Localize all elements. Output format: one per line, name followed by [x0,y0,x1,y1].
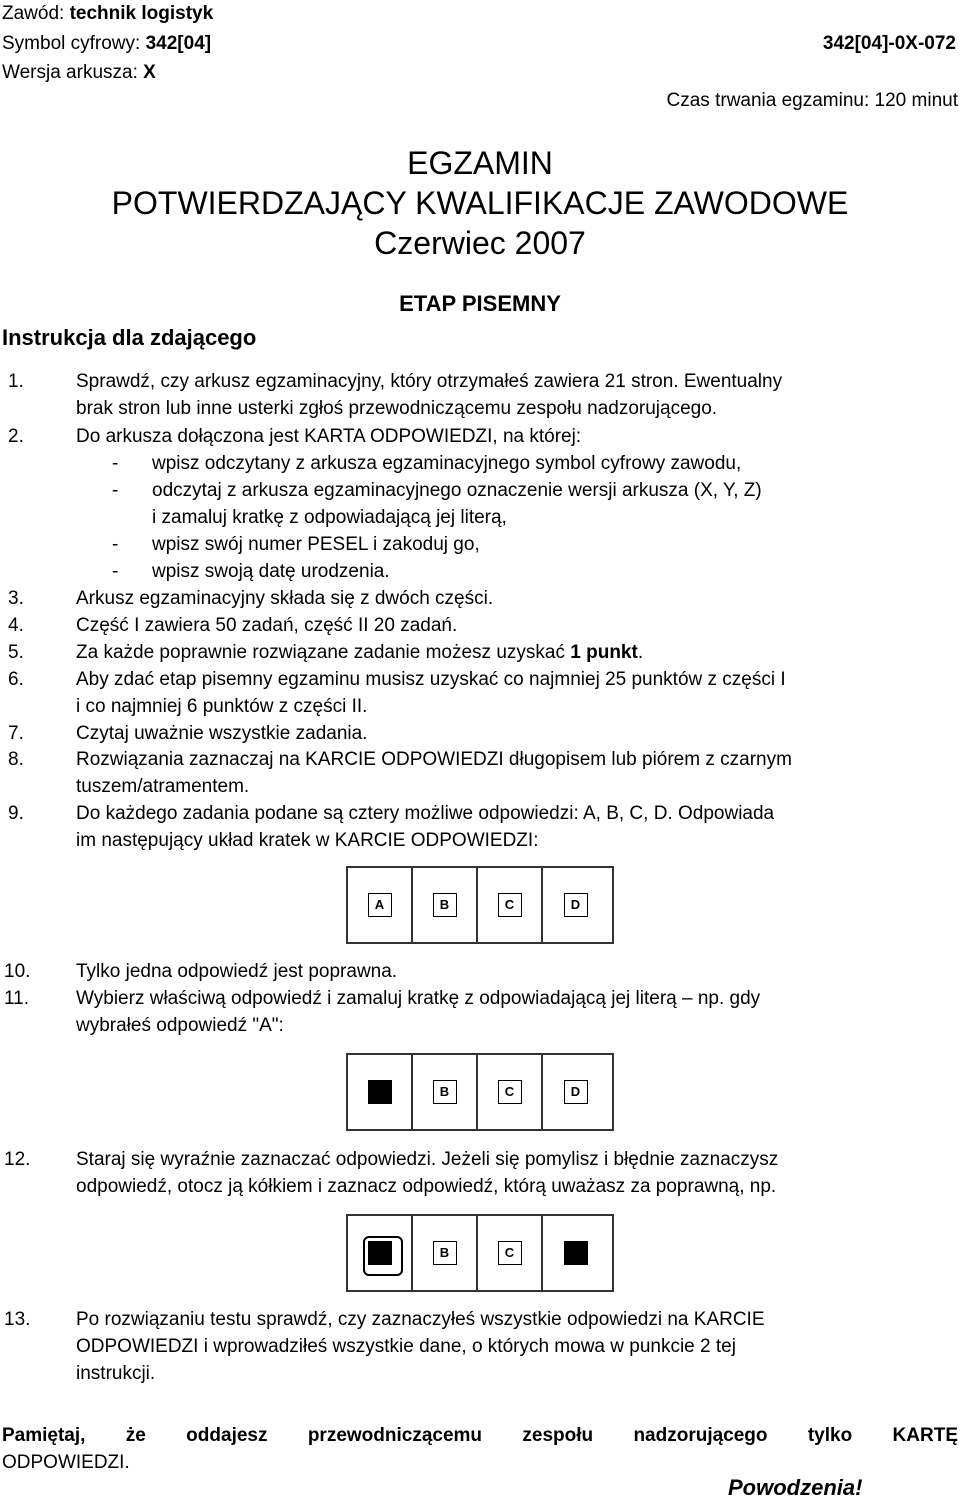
dash: - [112,561,119,582]
title-kwalifikacje: POTWIERDZAJĄCY KWALIFIKACJE ZAWODOWE [111,185,849,221]
symbol-line [2,30,211,57]
reminder-line1: Pamiętaj, że oddajesz przewodniczącemu zespołu nadzorującego tylko KARTĘ [2,1425,958,1446]
zawod-label: Zawód: [2,3,65,24]
item-number: 1. [8,371,24,392]
grid-cell [478,868,543,942]
wersja-value: X [143,62,156,83]
answer-box-c: C [498,1080,522,1104]
item-text: Po rozwiązaniu testu sprawdź, czy zaznaczyłeś wszystkie odpowiedzi na KARCIE [76,1309,765,1330]
answer-box-a: A [368,893,392,917]
item-text: Część I zawiera 50 zadań, część II 20 zadań. [76,615,458,636]
good-luck: Powodzenia! [728,1475,863,1500]
item-text: instrukcji. [76,1363,156,1384]
item-text: i co najmniej 6 punktów z części II. [76,696,368,717]
answer-box-a-filled [368,1080,392,1104]
sub-text: wpisz swoją datę urodzenia. [152,561,390,582]
item-text: Wybierz właściwą odpowiedź i zamaluj kratkę z odpowiadającą jej literą – np. gdy [76,988,761,1009]
item-text: odpowiedź, otocz ją kółkiem i zaznacz odpowiedź, którą uważasz za poprawną, np. [76,1176,777,1197]
dash: - [112,480,119,501]
grid-cell [413,868,478,942]
grid-cell [478,1055,543,1129]
etap-heading: ETAP PISEMNY [399,291,561,316]
answer-box-d: D [564,1080,588,1104]
symbol-value: 342[04] [145,33,212,54]
title-egzamin: EGZAMIN [407,145,553,181]
symbol-label: Symbol cyfrowy: [2,33,141,54]
grid-cell [478,1216,543,1290]
item-text: Do arkusza dołączona jest KARTA ODPOWIEDZI, na której: [76,426,582,447]
item-text [76,639,960,666]
item-number: 7. [8,723,24,744]
dash: - [112,534,119,555]
answer-grid-example-a [346,1053,614,1131]
item-text-end: . [637,642,644,663]
answer-box-b: B [433,1080,457,1104]
item-text: Arkusz egzaminacyjny składa się z dwóch części. [76,588,494,609]
title-date: Czerwiec 2007 [374,225,586,261]
item-text: Czytaj uważnie wszystkie zadania. [76,723,368,744]
answer-grid-empty [346,866,614,944]
item-text: Tylko jedna odpowiedź jest poprawna. [76,961,398,982]
item-number: 6. [8,669,24,690]
answer-box-d-filled [564,1241,588,1265]
answer-box-a-circled [368,1241,392,1265]
grid-cell [543,1216,608,1290]
item-text: Rozwiązania zaznaczaj na KARCIE ODPOWIEDZI długopisem lub piórem z czarnym [76,749,792,770]
answer-box-c: C [498,1241,522,1265]
item-number: 13. [4,1309,31,1330]
item-number: 8. [8,749,24,770]
item-number: 9. [8,803,24,824]
item-text: tuszem/atramentem. [76,776,250,797]
item-text: Staraj się wyraźnie zaznaczać odpowiedzi. Jeżeli się pomylisz i błędnie zaznaczysz [76,1149,779,1170]
reminder-line2: ODPOWIEDZI. [2,1452,130,1473]
answer-box-b: B [433,893,457,917]
sub-text: odczytaj z arkusza egzaminacyjnego oznaczenie wersji arkusza (X, Y, Z) [152,480,762,501]
exam-duration: Czas trwania egzaminu: 120 minut [666,90,958,111]
item-number: 10. [4,961,31,982]
item-text: brak stron lub inne usterki zgłoś przewodniczącemu zespołu nadzorującego. [76,398,718,419]
zawod-line [2,0,213,27]
item-number: 12. [4,1149,31,1170]
zawod-value: technik logistyk [69,3,214,24]
answer-box-d: D [564,893,588,917]
item-number: 4. [8,615,24,636]
item-text: Aby zdać etap pisemny egzaminu musisz uzyskać co najmniej 25 punktów z części I [76,669,786,690]
item-number: 11. [4,988,30,1009]
item-text: ODPOWIEDZI i wprowadziłeś wszystkie dane, o których mowa w punkcie 2 tej [76,1336,736,1357]
item-number: 3. [8,588,24,609]
grid-cell [413,1216,478,1290]
item-text: wybrałeś odpowiedź "A": [76,1015,284,1036]
grid-cell [348,1216,413,1290]
wersja-label: Wersja arkusza: [2,62,138,83]
answer-box-b: B [433,1241,457,1265]
grid-cell [413,1055,478,1129]
grid-cell [543,868,608,942]
instrukcja-heading: Instrukcja dla zdającego [2,325,257,350]
item-number: 5. [8,642,24,663]
sub-text: i zamaluj kratkę z odpowiadającą jej literą, [152,507,507,528]
wersja-line [2,59,156,86]
item-text: Sprawdź, czy arkusz egzaminacyjny, który otrzymałeś zawiera 21 stron. Ewentualny [76,371,783,392]
item-text-part: Za każde poprawnie rozwiązane zadanie możesz uzyskać [76,642,571,663]
exam-code: 342[04]-0X-072 [822,33,956,54]
grid-cell [348,868,413,942]
item-text-bold: 1 punkt [570,642,638,663]
answer-box-c: C [498,893,522,917]
item-text: im następujący układ kratek w KARCIE ODPOWIEDZI: [76,830,539,851]
sub-text: wpisz swój numer PESEL i zakoduj go, [152,534,480,555]
grid-cell [348,1055,413,1129]
item-text: Do każdego zadania podane są cztery możliwe odpowiedzi: A, B, C, D. Odpowiada [76,803,775,824]
answer-grid-example-correction [346,1214,614,1292]
dash: - [112,453,119,474]
sub-text: wpisz odczytany z arkusza egzaminacyjnego symbol cyfrowy zawodu, [152,453,742,474]
grid-cell [543,1055,608,1129]
item-number: 2. [8,426,24,447]
